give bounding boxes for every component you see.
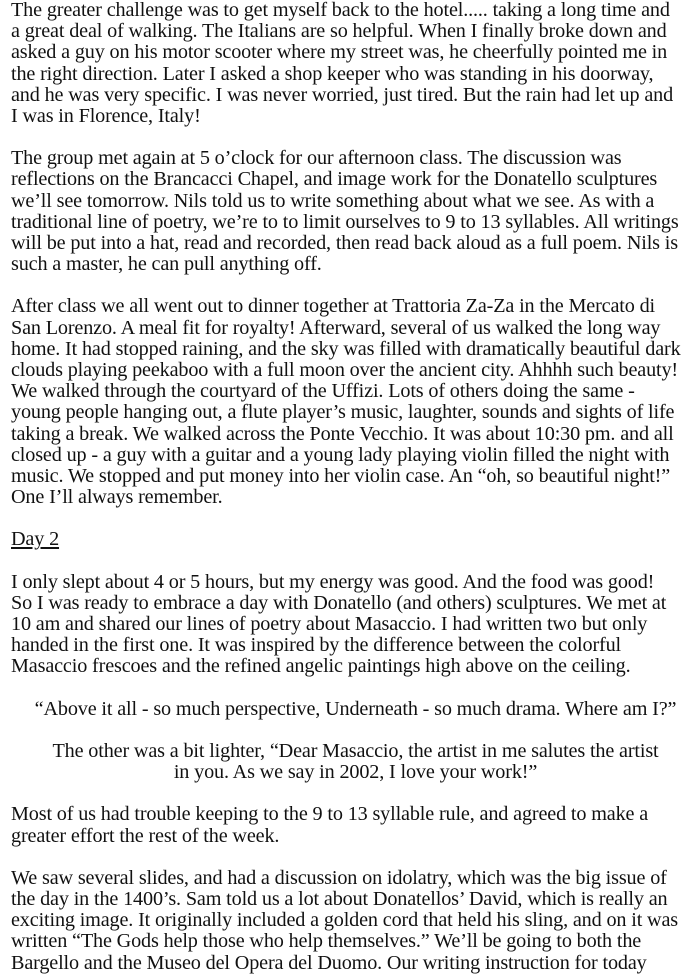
quote-line: The other was a bit lighter, “Dear Masaccio, the artist in me salutes the artist [52,739,659,762]
text-line: Most of us had trouble keeping to the 9 to 13 syllable rule, and agreed to make a [11,803,649,826]
text-line: 10 am and shared our lines of poetry about Masaccio. I had written two but only [11,613,648,636]
text-line: After class we all went out to dinner together at Trattoria Za-Za in the Mercato di [11,295,655,318]
paragraph-gap [11,551,700,572]
text-line: the right direction. Later I asked a shop keeper who was standing in his doorway, [11,62,654,85]
text-line: San Lorenzo. A meal fit for royalty! Afterward, several of us walked the long way [11,316,661,339]
paragraph-hotel-return [11,0,700,127]
text-line: So I was ready to embrace a day with Donatello (and others) sculptures. We met at [11,591,667,614]
text-line: I only slept about 4 or 5 hours, but my energy was good. And the food was good! [11,570,655,593]
paragraph-slides [11,868,700,974]
text-line: The greater challenge was to get myself back to the hotel..... taking a long time and [11,0,670,21]
text-line: clouds playing peekaboo with a full moon over the ancient city. Ahhhh such beauty! [11,359,678,382]
paragraph-gap [11,127,700,148]
paragraph-gap [11,720,700,741]
text-line: a great deal of walking. The Italians are so helpful. When I finally broke down and [11,20,667,43]
quote-line: in you. As we say in 2002, I love your work!” [173,761,538,784]
text-line: One I’ll always remember. [11,486,223,509]
text-line: We saw several slides, and had a discussion on idolatry, which was the big issue of [11,866,667,889]
text-line: traditional line of poetry, we’re to to limit ourselves to 9 to 13 syllables. All writings [11,210,679,233]
text-line: such a master, he can pull anything off. [11,253,322,276]
paragraph-syllable-rule [11,804,700,846]
text-line: home. It had stopped raining, and the sky was filled with dramatically beautiful dark [11,337,681,360]
text-line: The group met again at 5 o’clock for our afternoon class. The discussion was [11,147,622,170]
text-line: greater effort the rest of the week. [11,824,280,847]
text-line: taking a break. We walked across the Ponte Vecchio. It was about 10:30 pm. and all [11,422,674,445]
paragraph-gap [11,678,700,699]
text-line: exciting image. It originally included a golden cord that held his sling, and on it was [11,909,679,932]
text-line: music. We stopped and put money into her violin case. An “oh, so beautiful night!” [11,465,671,488]
text-line: handed in the first one. It was inspired by the difference between the colorful [11,634,622,657]
paragraph-gap [11,847,700,868]
poem-quote-2 [11,741,700,783]
paragraph-day2-start [11,572,700,678]
paragraph-gap [11,275,700,296]
document-page [11,0,700,974]
day-heading-block [11,529,700,550]
poem-quote-1 [11,699,700,720]
paragraph-dinner-walk [11,296,700,508]
paragraph-gap [11,783,700,804]
text-line: young people hanging out, a flute player’s music, laughter, sounds and sights of life [11,401,675,424]
text-line: We walked through the courtyard of the Uffizi. Lots of others doing the same - [11,380,635,403]
paragraph-afternoon-class [11,148,700,275]
text-line: asked a guy on his motor scooter where my street was, he cheerfully pointed me in [11,41,668,64]
text-line: reflections on the Brancacci Chapel, and image work for the Donatello sculptures [11,168,658,191]
text-line: Bargello and the Museo del Opera del Duomo. Our writing instruction for today [11,951,647,974]
text-line: I was in Florence, Italy! [11,105,201,128]
quote-line: “Above it all - so much perspective, Underneath - so much drama. Where am I?” [34,697,677,720]
text-line: closed up - a guy with a guitar and a young lady playing violin filled the night with [11,443,670,466]
text-line: written “The Gods help those who help themselves.” We’ll be going to both the [11,930,642,953]
text-line: and he was very specific. I was never worried, just tired. But the rain had let up and [11,83,674,106]
day-heading: Day 2 [11,528,60,551]
text-line: we’ll see tomorrow. Nils told us to write something about what we see. As with a [11,189,655,212]
paragraph-gap [11,508,700,529]
text-line: will be put into a hat, read and recorded, then read back aloud as a full poem. Nils is [11,232,678,255]
text-line: the day in the 1400’s. Sam told us a lot about Donatellos’ David, which is really an [11,887,668,910]
text-line: Masaccio frescoes and the refined angelic paintings high above on the ceiling. [11,655,631,678]
